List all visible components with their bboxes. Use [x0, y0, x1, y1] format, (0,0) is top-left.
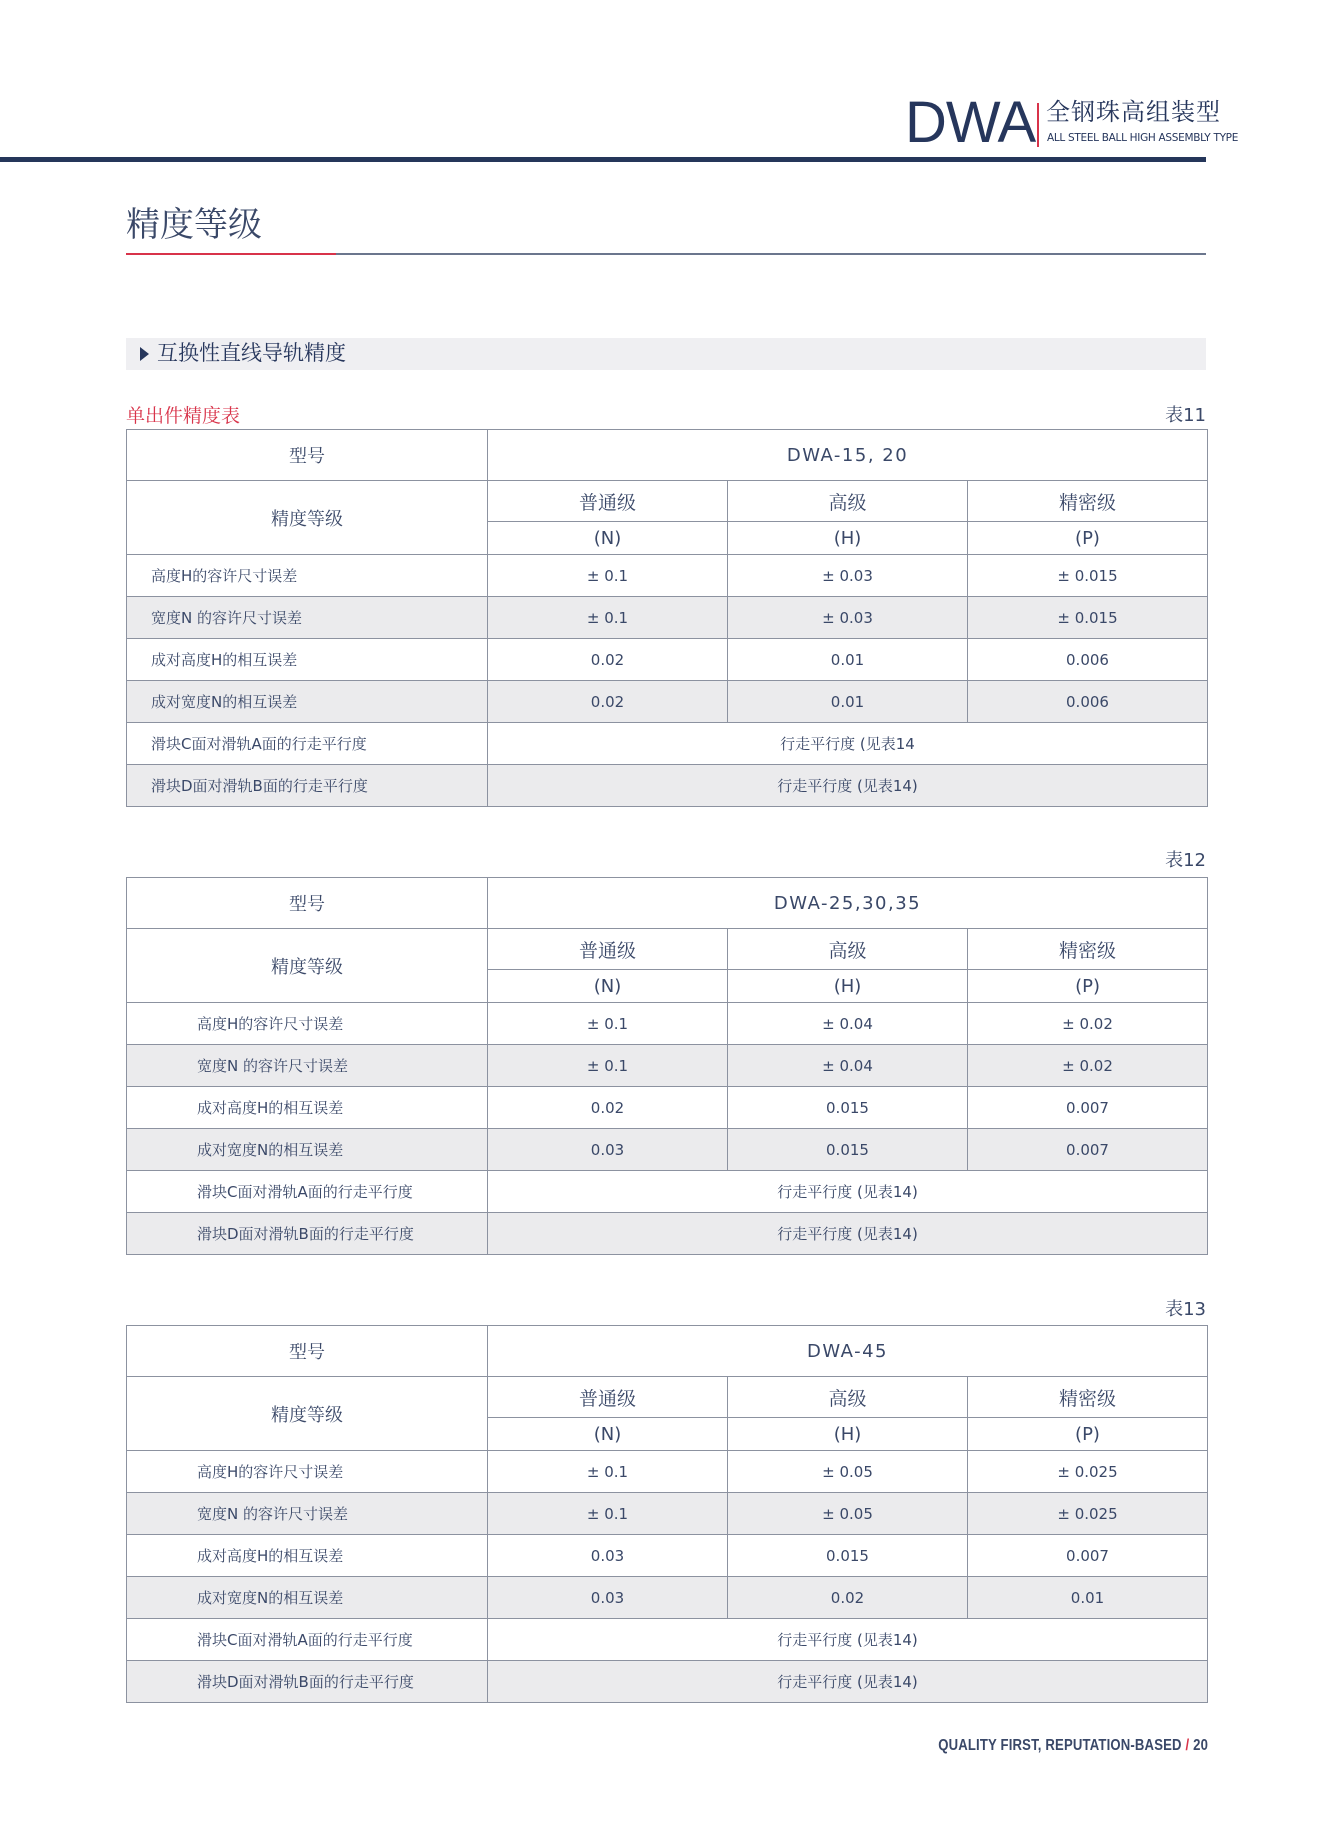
footer-separator: / — [1185, 1737, 1190, 1754]
accuracy-table-body — [127, 1326, 1208, 1703]
grade-code: (P) — [968, 1418, 1208, 1451]
parameter-value: 0.02 — [488, 681, 728, 723]
accuracy-table-body — [127, 430, 1208, 807]
grade-name: 普通级 — [488, 1377, 728, 1418]
table-row — [127, 555, 1208, 597]
parameter-name: 滑块D面对滑轨B面的行走平行度 — [127, 765, 488, 807]
parameter-value: 0.02 — [728, 1577, 968, 1619]
table-row — [127, 1661, 1208, 1703]
parameter-value: 0.007 — [968, 1535, 1208, 1577]
parameter-value: ± 0.1 — [488, 597, 728, 639]
grade-code: (H) — [728, 1418, 968, 1451]
parameter-name: 高度H的容许尺寸误差 — [127, 1451, 488, 1493]
parameter-value: 0.01 — [728, 639, 968, 681]
parameter-value: 0.015 — [728, 1087, 968, 1129]
parameter-value: ± 0.04 — [728, 1045, 968, 1087]
subsection-title: 互换性直线导轨精度 — [157, 341, 346, 365]
brand-separator — [1037, 103, 1039, 147]
grade-name: 普通级 — [488, 929, 728, 970]
parameter-note: 行走平行度 (见表14) — [488, 1619, 1208, 1661]
parameter-value: 0.02 — [488, 639, 728, 681]
table-number: 表12 — [1165, 850, 1206, 871]
parameter-value: ± 0.02 — [968, 1003, 1208, 1045]
grade-name: 高级 — [728, 1377, 968, 1418]
grade-row — [127, 481, 1208, 522]
parameter-name: 滑块C面对滑轨A面的行走平行度 — [127, 723, 488, 765]
table-row — [127, 1045, 1208, 1087]
grade-name: 精密级 — [968, 481, 1208, 522]
parameter-name: 成对宽度N的相互误差 — [127, 681, 488, 723]
product-name-en: ALL STEEL BALL HIGH ASSEMBLY TYPE — [1047, 132, 1239, 144]
page-header — [0, 0, 1341, 170]
table-row — [127, 681, 1208, 723]
parameter-name: 滑块C面对滑轨A面的行走平行度 — [127, 1619, 488, 1661]
parameter-value: 0.03 — [488, 1535, 728, 1577]
grade-name: 高级 — [728, 929, 968, 970]
page-number: 20 — [1193, 1737, 1208, 1754]
accuracy-table-body — [127, 878, 1208, 1255]
parameter-value: ± 0.03 — [728, 597, 968, 639]
parameter-value: 0.007 — [968, 1087, 1208, 1129]
grade-code: (P) — [968, 522, 1208, 555]
parameter-value: ± 0.04 — [728, 1003, 968, 1045]
parameter-value: ± 0.1 — [488, 1493, 728, 1535]
parameter-note: 行走平行度 (见表14) — [488, 1661, 1208, 1703]
parameter-value: ± 0.05 — [728, 1451, 968, 1493]
parameter-name: 宽度N 的容许尺寸误差 — [127, 597, 488, 639]
model-label: 型号 — [127, 430, 488, 481]
triangle-right-icon — [140, 347, 149, 361]
table-row — [127, 1577, 1208, 1619]
grade-label: 精度等级 — [127, 929, 488, 1003]
parameter-name: 宽度N 的容许尺寸误差 — [127, 1493, 488, 1535]
parameter-name: 成对高度H的相互误差 — [127, 1535, 488, 1577]
table-caption: 单出件精度表 — [126, 405, 241, 427]
table-row — [127, 1129, 1208, 1171]
brand-logo-text: DWA — [905, 90, 1036, 155]
parameter-value: 0.01 — [968, 1577, 1208, 1619]
model-value: DWA-15, 20 — [488, 430, 1208, 481]
grade-label: 精度等级 — [127, 1377, 488, 1451]
accuracy-table — [126, 877, 1208, 1255]
table-row — [127, 1213, 1208, 1255]
parameter-name: 高度H的容许尺寸误差 — [127, 555, 488, 597]
parameter-value: ± 0.05 — [728, 1493, 968, 1535]
grade-row — [127, 929, 1208, 970]
parameter-value: ± 0.1 — [488, 1003, 728, 1045]
parameter-note: 行走平行度 (见表14) — [488, 1213, 1208, 1255]
title-underline-accent — [126, 253, 336, 255]
parameter-value: 0.006 — [968, 639, 1208, 681]
parameter-value: ± 0.1 — [488, 1451, 728, 1493]
table-row — [127, 1619, 1208, 1661]
model-row — [127, 1326, 1208, 1377]
model-value: DWA-45 — [488, 1326, 1208, 1377]
model-value: DWA-25,30,35 — [488, 878, 1208, 929]
parameter-value: ± 0.025 — [968, 1493, 1208, 1535]
parameter-value: ± 0.02 — [968, 1045, 1208, 1087]
parameter-value: 0.03 — [488, 1129, 728, 1171]
parameter-name: 成对宽度N的相互误差 — [127, 1129, 488, 1171]
grade-label: 精度等级 — [127, 481, 488, 555]
grade-row — [127, 1377, 1208, 1418]
table-row — [127, 639, 1208, 681]
section-title: 精度等级 — [126, 205, 262, 245]
footer-slogan: QUALITY FIRST, REPUTATION-BASED — [938, 1737, 1182, 1754]
table-row — [127, 723, 1208, 765]
grade-code: (H) — [728, 970, 968, 1003]
table-row — [127, 597, 1208, 639]
parameter-name: 成对高度H的相互误差 — [127, 639, 488, 681]
parameter-name: 滑块D面对滑轨B面的行走平行度 — [127, 1213, 488, 1255]
parameter-value: 0.015 — [728, 1129, 968, 1171]
table-number: 表13 — [1165, 1299, 1206, 1320]
parameter-value: 0.03 — [488, 1577, 728, 1619]
parameter-name: 高度H的容许尺寸误差 — [127, 1003, 488, 1045]
parameter-value: ± 0.1 — [488, 1045, 728, 1087]
parameter-value: ± 0.03 — [728, 555, 968, 597]
grade-code: (N) — [488, 970, 728, 1003]
parameter-note: 行走平行度 (见表14) — [488, 1171, 1208, 1213]
parameter-name: 滑块C面对滑轨A面的行走平行度 — [127, 1171, 488, 1213]
parameter-name: 成对高度H的相互误差 — [127, 1087, 488, 1129]
page-footer — [938, 1737, 1208, 1755]
table-row — [127, 765, 1208, 807]
parameter-note: 行走平行度 (见表14 — [488, 723, 1208, 765]
parameter-value: ± 0.015 — [968, 555, 1208, 597]
table-row — [127, 1451, 1208, 1493]
model-label: 型号 — [127, 878, 488, 929]
header-divider — [0, 157, 1206, 162]
parameter-value: ± 0.015 — [968, 597, 1208, 639]
parameter-name: 滑块D面对滑轨B面的行走平行度 — [127, 1661, 488, 1703]
parameter-value: ± 0.1 — [488, 555, 728, 597]
table-number: 表11 — [1165, 405, 1206, 426]
table-row — [127, 1171, 1208, 1213]
parameter-value: ± 0.025 — [968, 1451, 1208, 1493]
model-row — [127, 430, 1208, 481]
parameter-value: 0.01 — [728, 681, 968, 723]
table-row — [127, 1003, 1208, 1045]
parameter-value: 0.015 — [728, 1535, 968, 1577]
grade-code: (N) — [488, 1418, 728, 1451]
grade-code: (H) — [728, 522, 968, 555]
parameter-note: 行走平行度 (见表14) — [488, 765, 1208, 807]
table-row — [127, 1087, 1208, 1129]
model-row — [127, 878, 1208, 929]
product-name-cn: 全钢珠高组装型 — [1046, 98, 1221, 126]
subsection-bar — [126, 338, 1206, 370]
accuracy-table — [126, 429, 1208, 807]
parameter-name: 宽度N 的容许尺寸误差 — [127, 1045, 488, 1087]
parameter-value: 0.006 — [968, 681, 1208, 723]
grade-name: 高级 — [728, 481, 968, 522]
table-row — [127, 1535, 1208, 1577]
grade-name: 精密级 — [968, 1377, 1208, 1418]
model-label: 型号 — [127, 1326, 488, 1377]
parameter-name: 成对宽度N的相互误差 — [127, 1577, 488, 1619]
grade-name: 精密级 — [968, 929, 1208, 970]
parameter-value: 0.007 — [968, 1129, 1208, 1171]
table-row — [127, 1493, 1208, 1535]
parameter-value: 0.02 — [488, 1087, 728, 1129]
grade-code: (N) — [488, 522, 728, 555]
grade-name: 普通级 — [488, 481, 728, 522]
accuracy-table — [126, 1325, 1208, 1703]
grade-code: (P) — [968, 970, 1208, 1003]
